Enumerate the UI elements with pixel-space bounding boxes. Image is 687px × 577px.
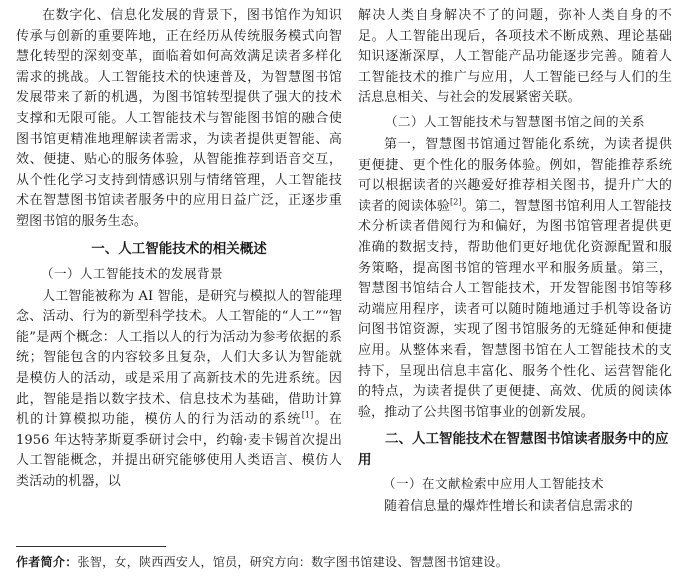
subsection-2-heading: （二）人工智能技术与智慧图书馆之间的关系 — [384, 113, 645, 129]
citation-2: [2] — [450, 197, 462, 207]
subsection-1-text-a: 人工智能被称为 AI 智能，是研究与模拟人的智能理念、活动、行为的新型科学技术。人工智能的“人工”“智能”是两个概念：人工指以人的行为活动为参考依据的系统；智能包含的内容较多且复杂，人们大多认为智能就是模仿人的活动，或是采用了高新技术的先进系统。因此，智能是指以数字技术、信息技术为基础，借助计算机的计算模拟功能，模仿人的行为活动的系统 — [16, 288, 342, 428]
author-note-label: 作者简介： — [16, 555, 78, 569]
subsection-3-paragraph: 随着信息量的爆炸性增长和读者信息需求的 — [384, 499, 633, 515]
left-column — [16, 6, 342, 492]
subsection-2-text-b: 。第二，智慧图书馆利用人工智能技术分析读者借阅行为和偏好，为图书馆管理者提供更准确的数据支持，帮助他们更好地优化资源配置和服务策略，提高图书馆的管理水平和服务质量。第三，智慧图书馆结合人工智能技术，开发智能图书馆等移动端应用程序，读者可以随时随地通过手机等设备访问图书馆资源，实现了图书馆服务的无缝延伸和便捷应用。从整体来看，智慧图书馆在人工智能技术的支持下，呈现出信息丰富化、服务个性化、运营智能化的特点，为读者提供了更便捷、高效、优质的阅读体验，推动了公共图书馆事业的创新发展。 — [358, 198, 673, 420]
subsection-1-heading: （一）人工智能技术的发展背景 — [41, 265, 224, 281]
subsection-1-text-b: 。在 1956 年达特茅斯夏季研讨会中，约翰·麦卡锡首次提出人工智能概念，并提出研究能够使用人类语言、模仿人类活动的机器，以 — [16, 412, 342, 489]
intro-paragraph: 在数字化、信息化发展的背景下，图书馆作为知识传承与创新的重要阵地，正在经历从传统服务模式向智慧化转型的深刻变革，面临着如何高效满足读者多样化需求的挑战。人工智能技术的快速普及，为智慧图书馆发展带来了新的机遇，为图书馆转型提供了强大的技术支撑和无限可能。人工智能技术与智能图书馆的融合使图书馆更精准地理解读者需求，为读者提供更智能、高效、便捷、贴心的服务体验，从智能推荐到语音交互，从个性化学习支持到情感识别与情绪管理，人工智能技术在智慧图书馆读者服务中的应用日益广泛，正逐步重塑图书馆的服务生态。 — [16, 8, 342, 229]
subsection-2-paragraph — [358, 135, 672, 423]
subsection-1-paragraph — [16, 287, 342, 493]
section-2-heading: 二、人工智能技术在智慧图书馆读者服务中的应用 — [358, 431, 669, 469]
section-1-heading: 一、人工智能技术的相关概述 — [91, 240, 267, 257]
continuation-paragraph: 解决人类自身解决不了的问题，弥补人类自身的不足。人工智能出现后，各项技术不断成熟、理论基础知识逐渐深厚，人工智能产品功能逐步完善。随着人工智能技术的推广与应用，人工智能已经与人们的生活息息相关、与社会的发展紧密关联。 — [358, 8, 672, 106]
subsection-2-text-a: 第一，智慧图书馆通过智能化系统，为读者提供更便捷、更个性化的服务体验。例如，智能推荐系统可以根据读者的兴趣爱好推荐相关图书，提升广大的读者的阅读体验 — [358, 136, 672, 214]
citation-1: [1] — [301, 410, 314, 420]
right-column — [358, 6, 672, 518]
subsection-3-heading: （一）在文献检索中应用人工智能技术 — [383, 476, 605, 492]
footnote-divider — [16, 546, 166, 547]
author-note — [16, 553, 508, 571]
author-note-text: 张智，女，陕西西安人，馆员，研究方向：数字图书馆建设、智慧图书馆建设。 — [77, 555, 509, 569]
